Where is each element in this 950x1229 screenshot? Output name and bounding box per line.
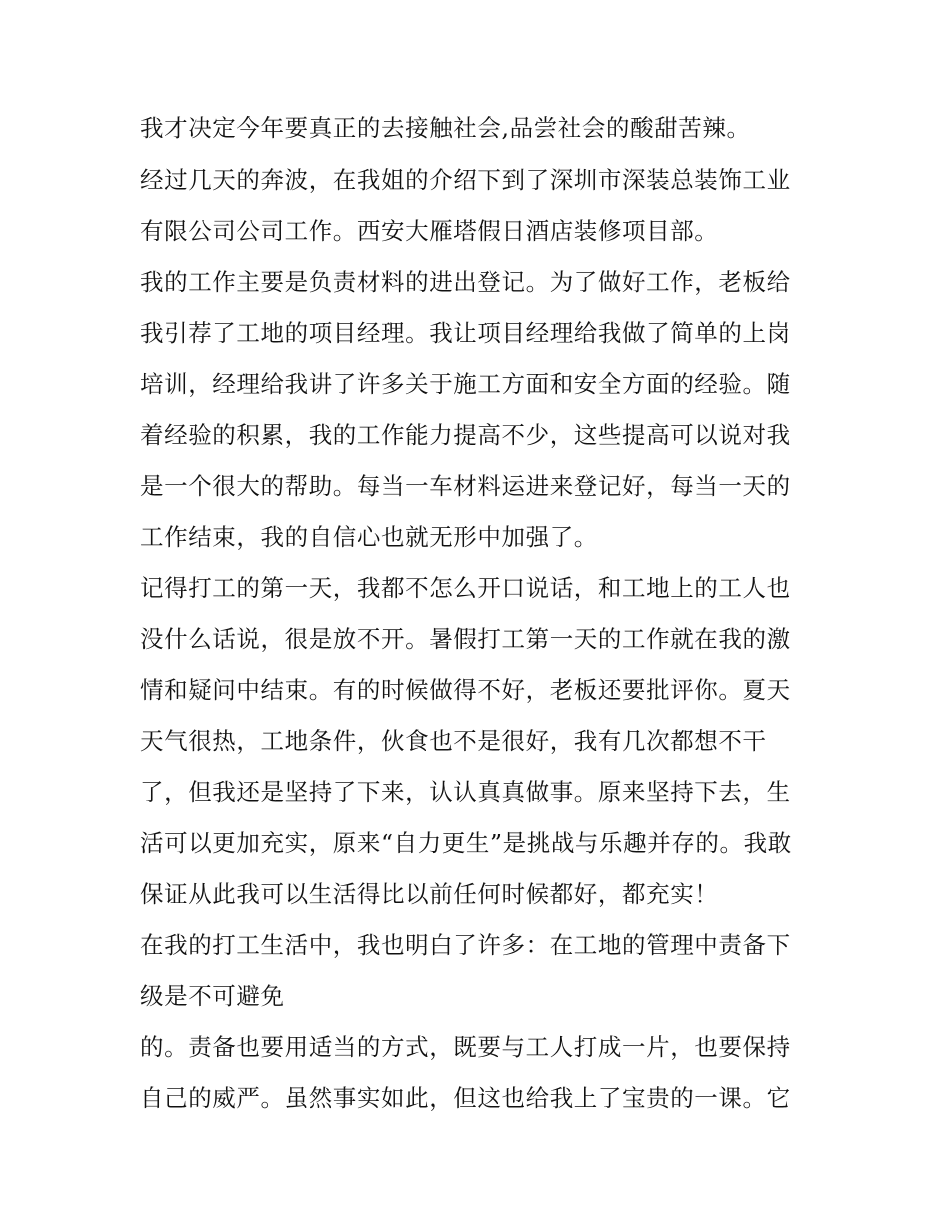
text-line: 有限公司公司工作。西安大雁塔假日酒店装修项目部。 — [140, 217, 719, 245]
text-line: 保证从此我可以生活得比以前任何时候都好，都充实！ — [140, 880, 719, 908]
text-line: 在我的打工生活中，我也明白了许多：在工地的管理中责备下 — [140, 931, 791, 959]
text-line: 了，但我还是坚持了下来，认认真真做事。原来坚持下去，生 — [140, 778, 791, 806]
text-line: 工作结束，我的自信心也就无形中加强了。 — [140, 523, 598, 551]
text-line: 我的工作主要是负责材料的进出登记。为了做好工作，老板给 — [140, 268, 791, 296]
text-line: 记得打工的第一天，我都不怎么开口说话，和工地上的工人也 — [140, 574, 791, 602]
text-line: 着经验的积累，我的工作能力提高不少，这些提高可以说对我 — [140, 421, 791, 449]
text-line: 培训，经理给我讲了许多关于施工方面和安全方面的经验。随 — [140, 370, 791, 398]
text-line: 经过几天的奔波，在我姐的介绍下到了深圳市深装总装饰工业 — [140, 166, 791, 194]
text-line: 我引荐了工地的项目经理。我让项目经理给我做了简单的上岗 — [140, 319, 791, 347]
text-line: 的。责备也要用适当的方式，既要与工人打成一片，也要保持 — [140, 1033, 791, 1061]
text-line: 天气很热，工地条件，伙食也不是很好，我有几次都想不干 — [140, 727, 767, 755]
text-line: 级是不可避免 — [140, 982, 285, 1010]
text-line: 情和疑问中结束。有的时候做得不好，老板还要批评你。夏天 — [140, 676, 791, 704]
text-line: 是一个很大的帮助。每当一车材料运进来登记好，每当一天的 — [140, 472, 791, 500]
text-line: 自己的威严。虽然事实如此，但这也给我上了宝贵的一课。它 — [140, 1084, 791, 1112]
text-line: 活可以更加充实，原来“自力更生”是挑战与乐趣并存的。我敢 — [140, 829, 792, 857]
text-line: 我才决定今年要真正的去接触社会,品尝社会的酸甜苦辣。 — [140, 114, 751, 142]
text-line: 没什么话说，很是放不开。暑假打工第一天的工作就在我的激 — [140, 625, 791, 653]
